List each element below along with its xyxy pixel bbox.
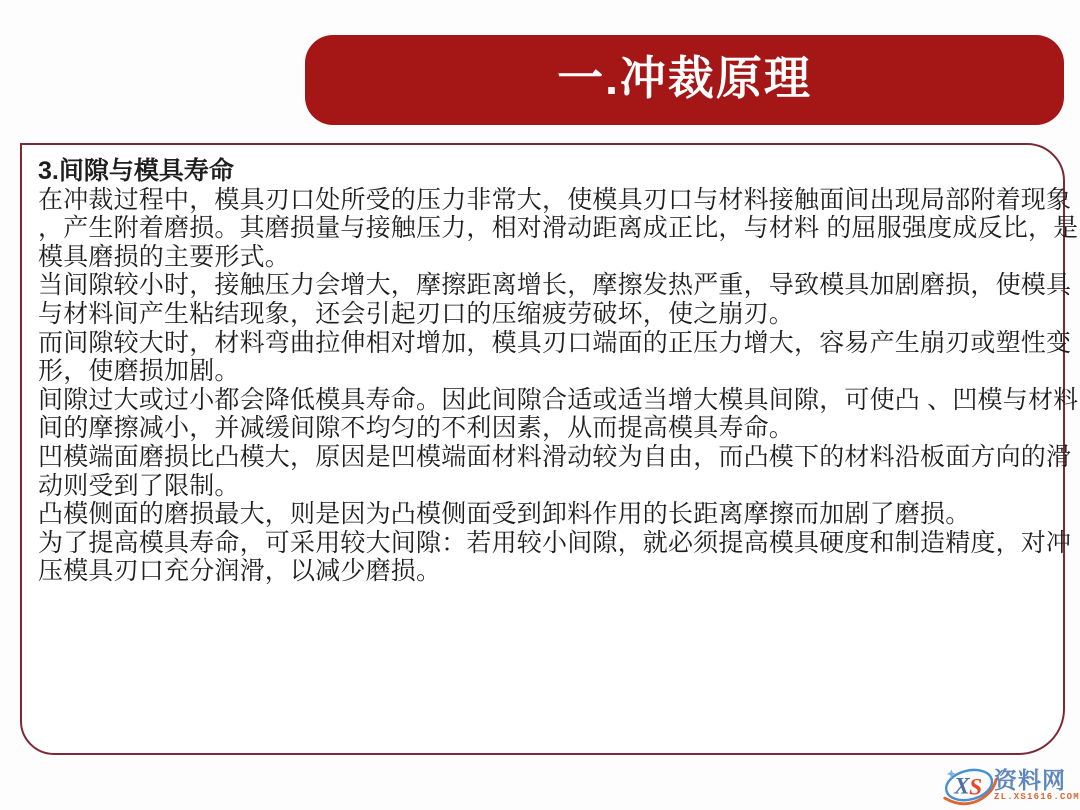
- body-text: [38, 185, 1079, 586]
- text-line: 当间隙较小时，接触压力会增大，摩擦距离增长，摩擦发热严重，导致模具加剧磨损，使模具: [38, 271, 1072, 300]
- text-line: 间隙过大或过小都会降低模具寿命。因此间隙合适或适当增大模具间隙，可使凸 、凹模与材料: [38, 385, 1079, 414]
- text-line: 间的摩擦减小，并减缓间隙不均匀的不利因素，从而提高模具寿命。: [38, 414, 795, 443]
- content-box: [20, 143, 1079, 755]
- watermark-site-url: ZL.XS1616.COM: [994, 792, 1080, 802]
- page-title: 一.冲裁原理: [557, 52, 812, 104]
- xs-logo-icon: [942, 764, 998, 808]
- text-line: 形，使磨损加剧。: [38, 357, 240, 386]
- watermark-site-name: 资料网: [994, 767, 1066, 793]
- watermark: [942, 764, 1078, 808]
- text-line: ，产生附着磨损。其磨损量与接触压力，相对滑动距离成正比，与材料 的屈服强度成反比，是: [38, 214, 1079, 243]
- text-line: 模具磨损的主要形式。: [38, 242, 291, 271]
- text-line: 在冲裁过程中，模具刃口处所受的压力非常大，使模具刃口与材料接触面间出现局部附着现象: [38, 185, 1072, 214]
- text-line: 与材料间产生粘结现象，还会引起刃口的压缩疲劳破坏，使之崩刃。: [38, 299, 795, 328]
- text-line: 压模具刃口充分润滑，以减少磨损。: [38, 557, 442, 586]
- logo-letter-s: S: [969, 774, 983, 801]
- section-heading: 3.间隙与模具寿命: [38, 157, 234, 185]
- text-line: 凸模侧面的磨损最大，则是因为凸模侧面受到卸料作用的长距离摩擦而加剧了磨损。: [38, 500, 971, 529]
- text-line: 动则受到了限制。: [38, 471, 240, 500]
- text-line: 而间隙较大时，材料弯曲拉伸相对增加，模具刃口端面的正压力增大，容易产生崩刃或塑性变: [38, 328, 1072, 357]
- text-line: 为了提高模具寿命，可采用较大间隙：若用较小间隙，就必须提高模具硬度和制造精度，对冲: [38, 528, 1072, 557]
- title-banner: [305, 35, 1064, 125]
- logo-letter-x: X: [954, 773, 970, 800]
- text-line: 凹模端面磨损比凸模大，原因是凹模端面材料滑动较为自由，而凸模下的材料沿板面方向的滑: [38, 442, 1072, 471]
